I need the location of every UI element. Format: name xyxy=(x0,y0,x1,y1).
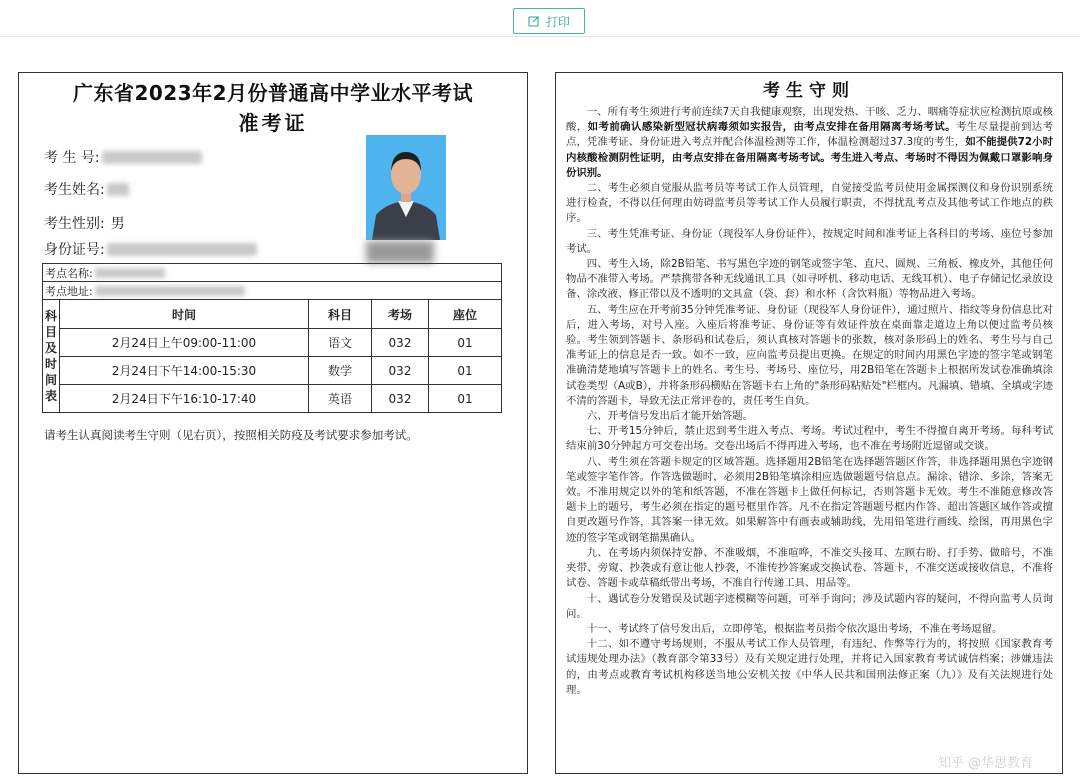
cell-room: 032 xyxy=(372,385,429,413)
schedule-side-label: 科 目 及 时 间 表 xyxy=(43,300,60,413)
rule-item: 四、考生入场，除2B铅笔、书写黑色字迹的钢笔或签字笔、直尺、圆规、三角板、橡皮外，其他任何物品不准带入考场。严禁携带各种无线通讯工具（如寻呼机、移动电话、无线耳机）、电子存储记忆录放设备、涂改液、修正带以及不透明的文具盒（袋、套）和水杯（含饮料瓶）等物品进入考场。 xyxy=(566,258,1053,301)
reading-tip: 请考生认真阅读考生守则（见右页），按照相关防疫及考试要求参加考试。 xyxy=(44,428,418,442)
watermark: 知乎 @华思教育 xyxy=(938,756,1034,771)
exam-number-field xyxy=(44,147,202,167)
venue-name-label: 考点名称: xyxy=(45,266,93,280)
table-row xyxy=(43,385,502,413)
rule-item: 五、考生应在开考前35分钟凭准考证、身份证（现役军人身份证件），通过照片、指纹等身份信息比对后，进入考场，对号入座。入座后将准考证、身份证等有效证件放在桌面靠走道边上角以便过监考员核验。考生领到答题卡、条形码和试卷后，须认真核对答题卡的张数，核对条形码上的姓名、考生号与自己准考证上的信息是否一致。如不一致，应向监考员提出更换。在规定的时间内用黑色字迹的签字笔或钢笔准确清楚地填写答题卡上的姓名、考生号、考场号、座位号，用2B铅笔在答题卡上根据所发试卷准确填涂试卷类型（A或B），并将条形码横贴在答题卡右上角的"条形码粘贴处"栏框内。凡漏填、错填、全填或字迹不清的答题卡，导致无法正常评卷的，责任考生自负。 xyxy=(566,303,1053,407)
header-room: 考场 xyxy=(372,300,429,329)
name-label: 考生姓名: xyxy=(44,182,105,198)
name-redacted xyxy=(107,183,129,196)
cell-subject: 英语 xyxy=(309,385,372,413)
venue-address-row xyxy=(42,281,502,299)
exam-number-redacted xyxy=(102,151,202,164)
cell-seat: 01 xyxy=(429,329,502,357)
photo-stamp-redacted xyxy=(366,241,434,263)
header-subject: 科目 xyxy=(309,300,372,329)
cell-time: 2月24日下午14:00-15:30 xyxy=(60,357,309,385)
cell-subject: 语文 xyxy=(309,329,372,357)
cell-time: 2月24日下午16:10-17:40 xyxy=(60,385,309,413)
id-number-redacted xyxy=(107,243,257,256)
cell-room: 032 xyxy=(372,357,429,385)
header-seat: 座位 xyxy=(429,300,502,329)
venue-name-redacted xyxy=(95,268,165,278)
venue-address-redacted xyxy=(95,286,245,296)
table-row xyxy=(43,357,502,385)
gender-label: 考生性别: xyxy=(44,216,105,232)
table-row xyxy=(43,329,502,357)
schedule-table xyxy=(42,299,502,413)
top-toolbar xyxy=(0,0,1080,37)
cell-room: 032 xyxy=(372,329,429,357)
rules-title: 考生守则 xyxy=(763,81,855,101)
print-button[interactable] xyxy=(513,8,585,34)
rule-item: 七、开考15分钟后，禁止迟到考生进入考点、考场。考试过程中，考生不得擅自离开考场。每科考试结束前30分钟起方可交卷出场。交卷出场后不得再进入考场，也不准在考场附近逗留或交谈。 xyxy=(566,425,1053,453)
cell-seat: 01 xyxy=(429,357,502,385)
rule-item: 十、遇试卷分发错误及试题字迹模糊等问题，可举手询问；涉及试题内容的疑问，不得向监考人员询问。 xyxy=(566,592,1053,620)
id-number-field xyxy=(44,239,257,259)
exam-rules-panel xyxy=(555,72,1063,774)
id-number-label: 身份证号: xyxy=(44,242,105,258)
admission-ticket xyxy=(18,72,528,774)
rules-body xyxy=(566,105,1053,698)
rule-item: 二、考生必须自觉服从监考员等考试工作人员管理，自觉接受监考员使用金属探测仪和身份识别系统进行检查，不得以任何理由妨碍监考员等考试工作人员履行职责，不得扰乱考点及其他考试工作地点的秩序。 xyxy=(566,182,1053,225)
rule-item: 六、开考信号发出后才能开始答题。 xyxy=(586,410,754,423)
venue-name-row xyxy=(42,263,502,281)
ticket-subtitle: 准考证 xyxy=(238,111,308,135)
schedule-header-row xyxy=(43,300,502,329)
edit-print-icon xyxy=(528,15,540,27)
rule-item: 一、所有考生须进行考前连续7天自我健康观察，出现发热、干咳、乏力、咽痛等症状应检测抗原或核酸，如考前确认感染新型冠状病毒须如实报告，由考点安排在备用隔离考场考试。考生尽量提前到达考点，凭准考证、身份证进入考点并配合体温检测等工作，体温检测超过37.3度的考生，如不能提供72小时内核酸检测阴性证明，由考点安排在备用隔离考场考试。考生进入考点、考场时不得因为佩戴口罩影响身份识别。 xyxy=(566,106,1054,179)
rule-item: 八、考生须在答题卡规定的区域答题。选择题用2B铅笔在选择题答题区作答，非选择题用黑色字迹钢笔或签字笔作答。作答选做题时，必须用2B铅笔填涂相应选做题题号信息点。漏涂、错涂、多涂，答案无效。不准用规定以外的笔和纸答题，不准在答题卡上做任何标记，否则答题卡无效。考生不准随意修改答题卡上的题号，考生必须在指定的题号框里作答。凡不在指定答题题号框内作答、超出答题区域作答或擅自更改题号作答，其答案一律无效。如果解答中有画表或辅助线，先用铅笔进行画线、绘图，再用黑色字迹的签字笔或钢笔描黑确认。 xyxy=(566,455,1053,544)
ticket-title: 广东省2023年2月份普通高中学业水平考试 xyxy=(72,81,474,105)
student-photo xyxy=(366,135,446,240)
cell-time: 2月24日上午09:00-11:00 xyxy=(60,329,309,357)
rule-item: 十一、考试终了信号发出后，立即停笔，根据监考员指令依次退出考场，不准在考场逗留。 xyxy=(586,622,1003,635)
cell-seat: 01 xyxy=(429,385,502,413)
gender-value: 男 xyxy=(110,216,125,232)
rule-item: 九、在考场内须保持安静、不准吸烟，不准喧哗，不准交头接耳、左顾右盼、打手势、做暗号，不准夹带、旁窥、抄袭或有意让他人抄袭，不准传抄答案或交换试卷、答题卡，不准交送或接收信息，不准将试卷、答题卡或草稿纸带出考场，不准自行传递工具、用品等。 xyxy=(566,546,1053,590)
rule-item: 十二、如不遵守考场规则，不服从考试工作人员管理，有违纪、作弊等行为的，将按照《国家教育考试违规处理办法》（教育部令第33号）及有关规定进行处理，并将记入国家教育考试诚信档案；涉嫌违法的，由考点或教育考试机构移送当地公安机关按《中华人民共和国刑法修正案（九）》及有关法规进行处理。 xyxy=(566,638,1053,696)
exam-number-label: 考 生 号: xyxy=(44,150,100,166)
print-label: 打印 xyxy=(545,14,570,29)
header-time: 时间 xyxy=(60,300,309,329)
venue-address-label: 考点地址: xyxy=(45,284,93,298)
cell-subject: 数学 xyxy=(309,357,372,385)
name-field xyxy=(44,179,129,199)
rule-item: 三、考生凭准考证、身份证（现役军人身份证件），按规定时间和准考证上各科目的考场、座位号参加考试。 xyxy=(566,227,1053,255)
gender-field xyxy=(44,213,125,233)
